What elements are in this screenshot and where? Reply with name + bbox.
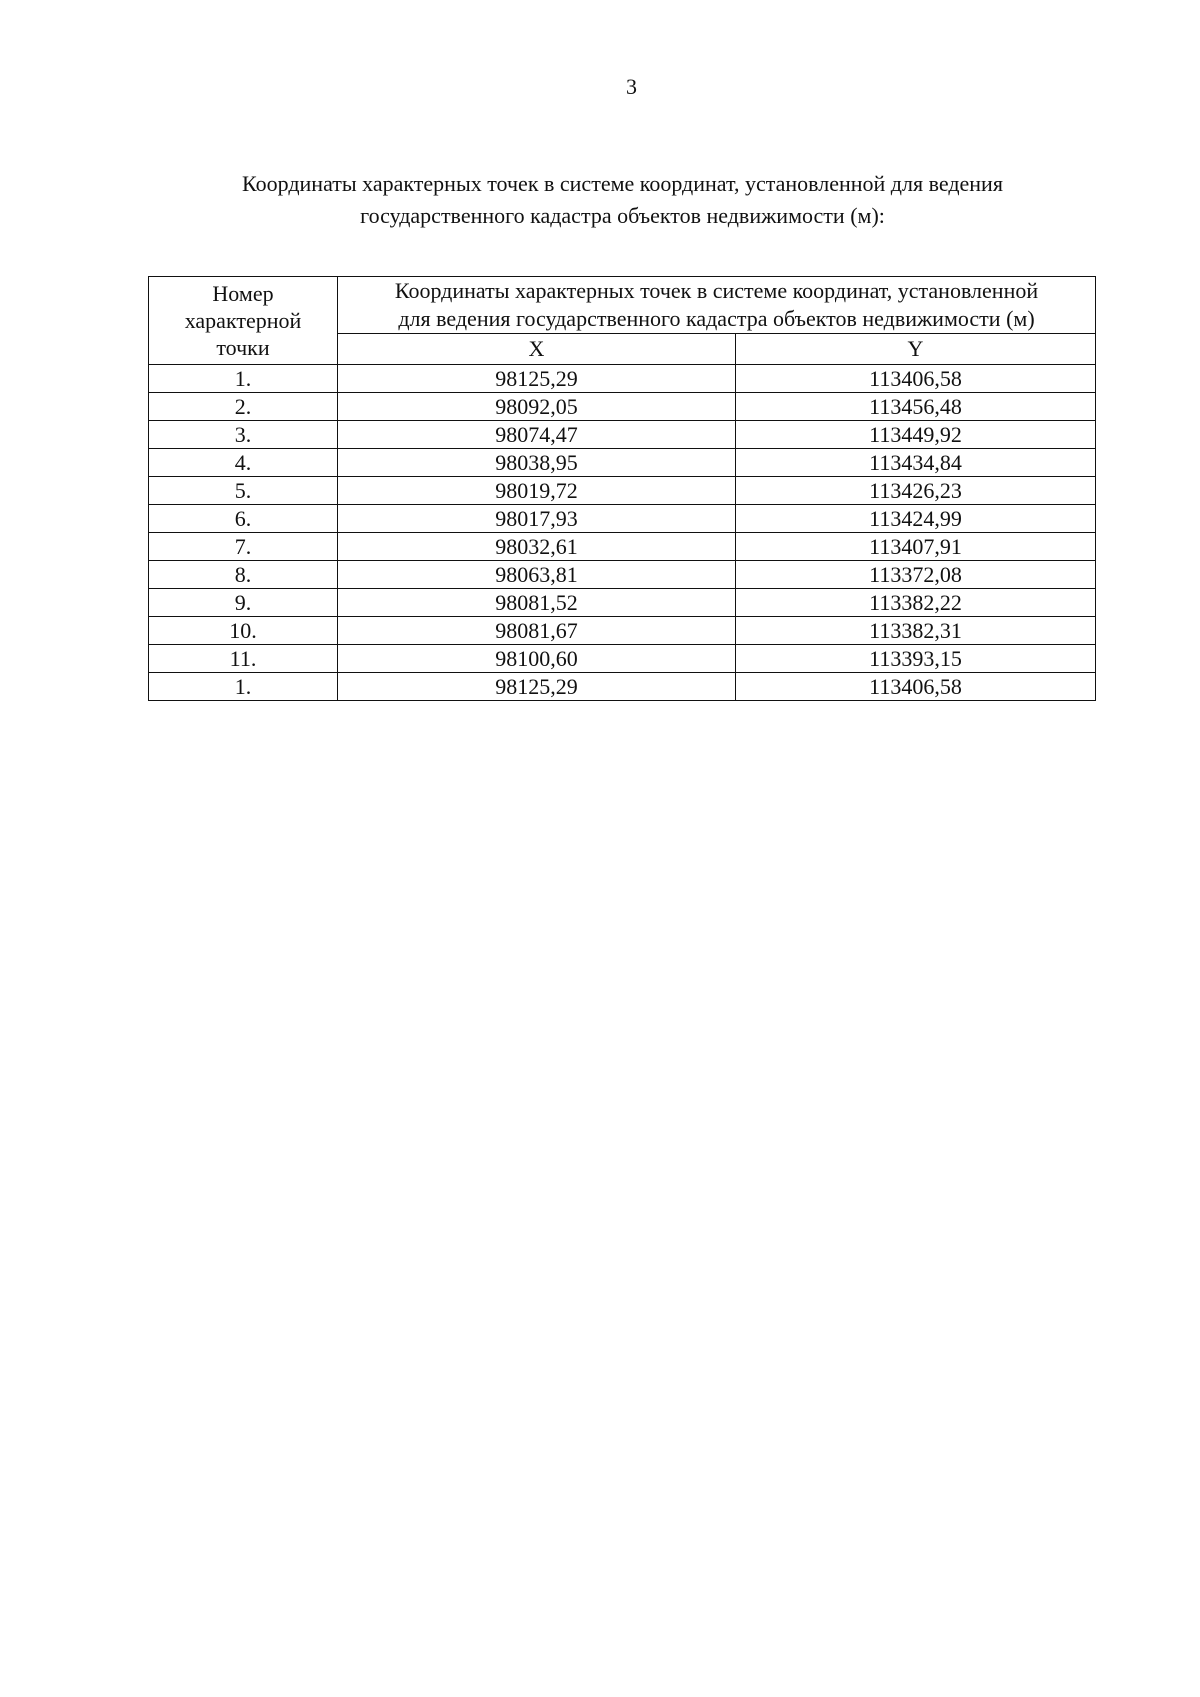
table-row (149, 589, 1096, 617)
cell-x: 98038,95 (338, 449, 736, 477)
cell-point-number: 6. (149, 505, 338, 533)
cell-y: 113382,22 (736, 589, 1096, 617)
cell-point-number: 11. (149, 645, 338, 673)
heading-line-2: государственного кадастра объектов недвижимости (м): (360, 203, 885, 228)
cell-y: 113406,58 (736, 673, 1096, 701)
heading-line-1: Координаты характерных точек в системе координат, установленной для ведения (242, 171, 1003, 196)
coordinates-table (148, 276, 1096, 701)
table-row (149, 561, 1096, 589)
cell-x: 98032,61 (338, 533, 736, 561)
cell-point-number: 10. (149, 617, 338, 645)
page-number: 3 (626, 74, 637, 99)
header-point-number-line-2: характерной (184, 308, 302, 333)
cell-y: 113407,91 (736, 533, 1096, 561)
header-coordinates-line-2: для ведения государственного кадастра объектов недвижимости (м) (398, 306, 1035, 331)
table-row (149, 477, 1096, 505)
cell-y: 113406,58 (736, 365, 1096, 393)
table-row (149, 645, 1096, 673)
cell-x: 98081,52 (338, 589, 736, 617)
cell-point-number: 9. (149, 589, 338, 617)
header-point-number-line-3: точки (216, 335, 270, 360)
cell-x: 98017,93 (338, 505, 736, 533)
header-y: Y (736, 334, 1096, 365)
cell-y: 113426,23 (736, 477, 1096, 505)
cell-y: 113393,15 (736, 645, 1096, 673)
cell-x: 98081,67 (338, 617, 736, 645)
header-point-number-line-1: Номер (212, 281, 274, 306)
cell-y: 113434,84 (736, 449, 1096, 477)
table-row (149, 449, 1096, 477)
cell-point-number: 4. (149, 449, 338, 477)
cell-y: 113424,99 (736, 505, 1096, 533)
cell-point-number: 3. (149, 421, 338, 449)
cell-point-number: 2. (149, 393, 338, 421)
table-row (149, 533, 1096, 561)
header-point-number (149, 277, 338, 365)
header-coordinates-line-1: Координаты характерных точек в системе координат, установленной (394, 278, 1039, 303)
cell-point-number: 5. (149, 477, 338, 505)
cell-x: 98100,60 (338, 645, 736, 673)
cell-y: 113382,31 (736, 617, 1096, 645)
cell-x: 98019,72 (338, 477, 736, 505)
table-row (149, 617, 1096, 645)
cell-y: 113449,92 (736, 421, 1096, 449)
cell-point-number: 8. (149, 561, 338, 589)
cell-x: 98125,29 (338, 365, 736, 393)
cell-point-number: 7. (149, 533, 338, 561)
cell-x: 98092,05 (338, 393, 736, 421)
cell-y: 113372,08 (736, 561, 1096, 589)
cell-y: 113456,48 (736, 393, 1096, 421)
table-row (149, 365, 1096, 393)
document-heading (160, 168, 1085, 232)
header-row (149, 277, 1096, 334)
table-row (149, 393, 1096, 421)
header-x: X (338, 334, 736, 365)
table-row (149, 421, 1096, 449)
header-coordinates-group (338, 277, 1096, 334)
cell-x: 98074,47 (338, 421, 736, 449)
cell-point-number: 1. (149, 365, 338, 393)
cell-x: 98063,81 (338, 561, 736, 589)
table-row (149, 673, 1096, 701)
cell-point-number: 1. (149, 673, 338, 701)
cell-x: 98125,29 (338, 673, 736, 701)
table-row (149, 505, 1096, 533)
